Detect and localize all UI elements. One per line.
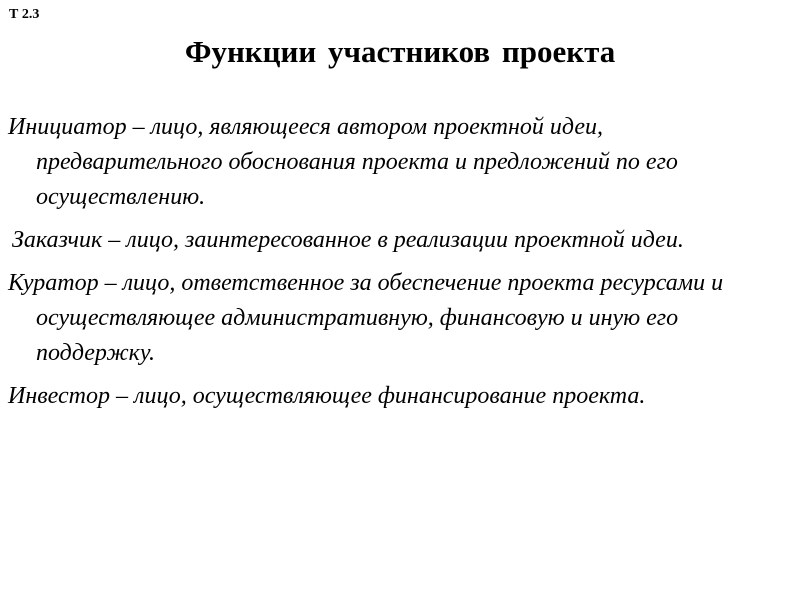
definitions-list xyxy=(8,110,790,414)
definition-curator: Куратор – лицо, ответственное за обеспечение проекта ресурсами и осуществляющее административную, финансовую и иную его поддержку. xyxy=(8,270,724,366)
slide-title: Функции участников проекта xyxy=(184,34,616,69)
slide-number-label: Т 2.3 xyxy=(9,7,40,22)
definition-investor: Инвестор – лицо, осуществляющее финансирование проекта. xyxy=(8,383,646,409)
definition-customer: Заказчик – лицо, заинтересованное в реализации проектной идеи. xyxy=(12,227,684,253)
definition-initiator: Инициатор – лицо, являющееся автором проектной идеи, предварительного обоснования проекта и предложений по его осуществлению. xyxy=(8,114,678,210)
